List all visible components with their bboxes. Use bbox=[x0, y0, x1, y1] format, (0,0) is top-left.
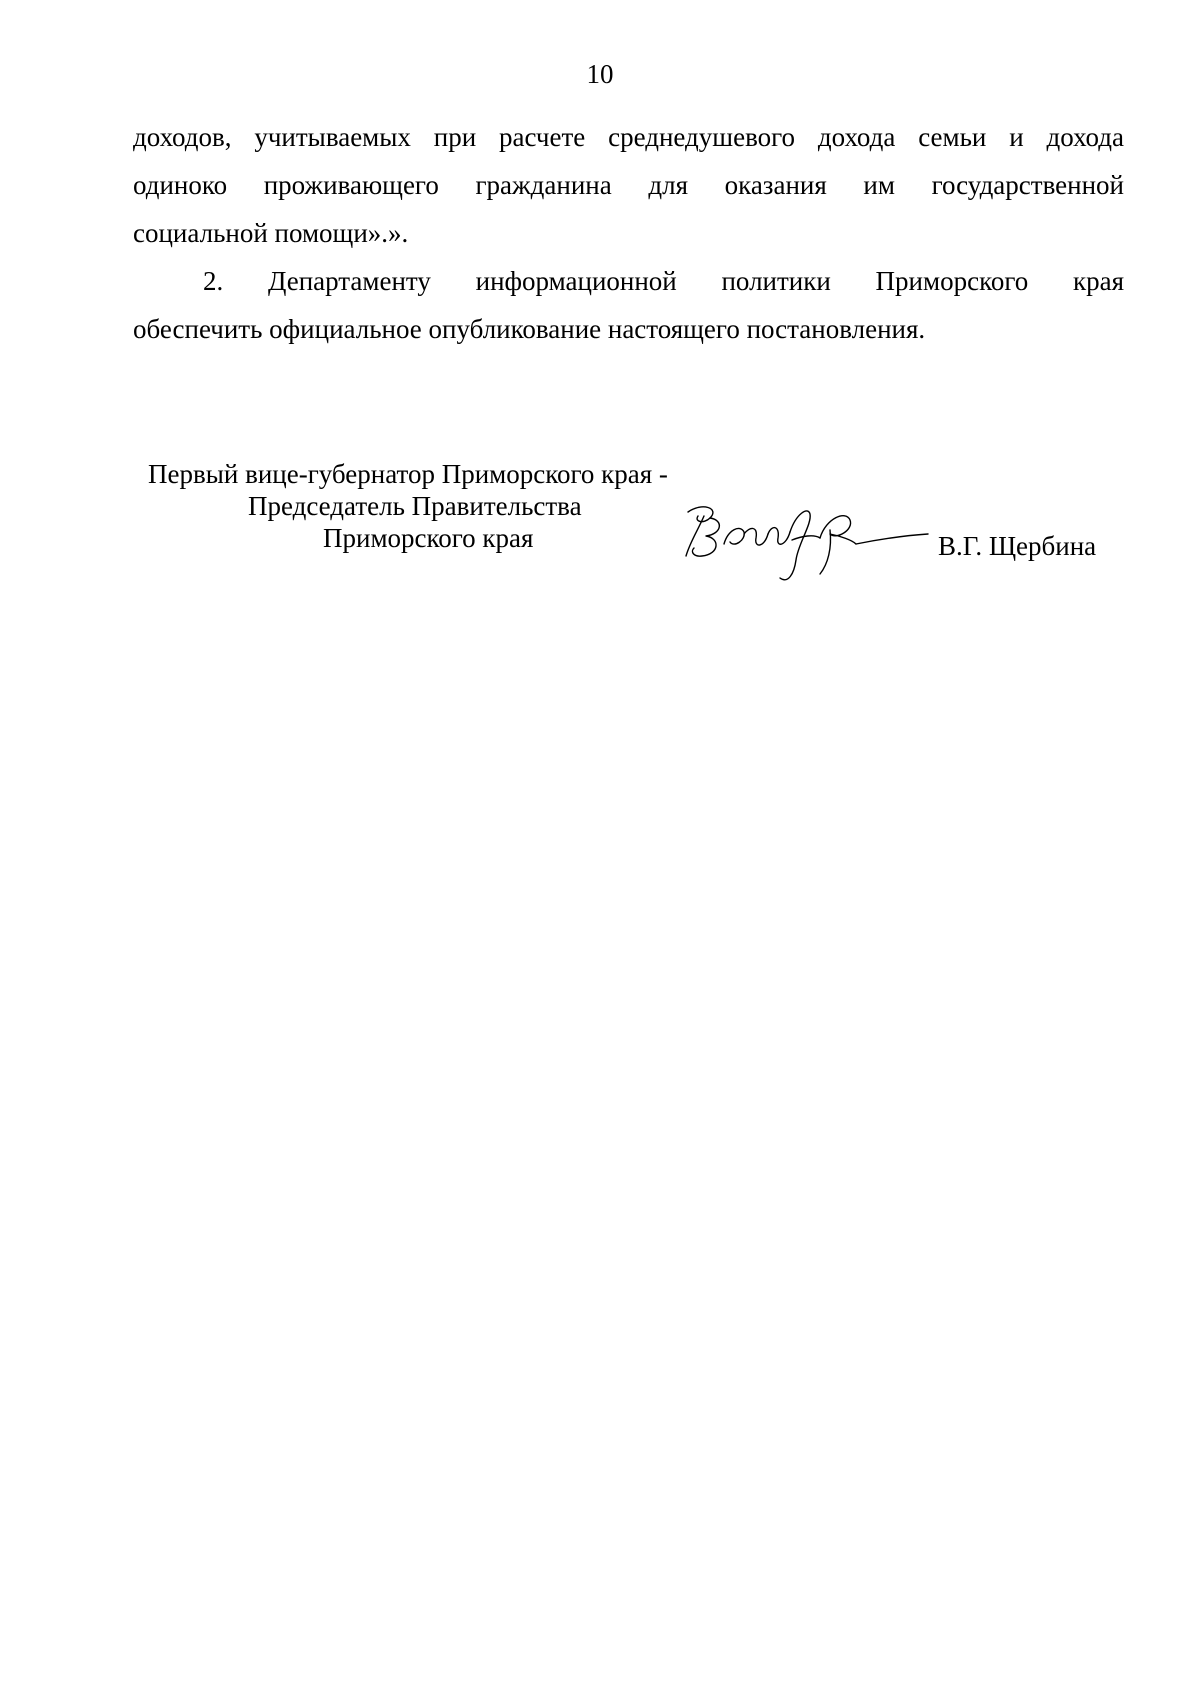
position-line: Приморского края bbox=[323, 523, 534, 553]
text-line: одиноко проживающего гражданина для оказания им государственной bbox=[133, 170, 1124, 200]
page-number: 10 bbox=[586, 59, 614, 89]
text-line: 2. Департаменту информационной политики Приморского края bbox=[203, 266, 1124, 296]
text-line: доходов, учитываемых при расчете среднедушевого дохода семьи и дохода bbox=[133, 122, 1124, 152]
position-line: Первый вице-губернатор Приморского края - bbox=[148, 459, 668, 489]
signer-name: В.Г. Щербина bbox=[938, 531, 1097, 561]
text-line: социальной помощи».». bbox=[133, 218, 409, 248]
paragraph-continuation bbox=[133, 113, 1124, 257]
paragraph-item-2 bbox=[133, 257, 1124, 353]
handwritten-signature-icon bbox=[680, 504, 930, 594]
text-line: обеспечить официальное опубликование настоящего постановления. bbox=[133, 314, 926, 344]
document-body bbox=[133, 113, 1124, 353]
position-line: Председатель Правительства bbox=[248, 491, 582, 521]
signatory-position bbox=[148, 458, 728, 554]
